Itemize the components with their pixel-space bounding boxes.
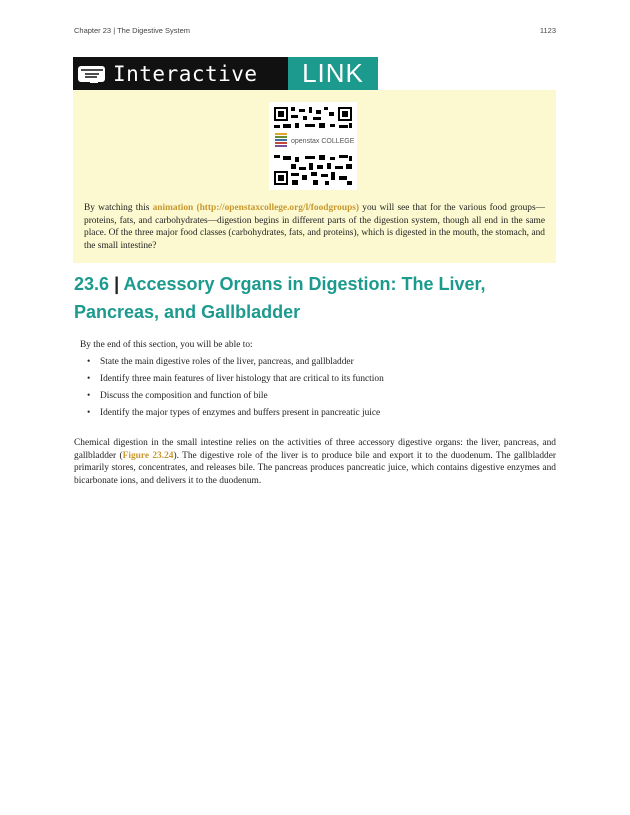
qr-caption: openstax COLLEGE (291, 138, 355, 145)
animation-link[interactable]: animation (http://openstaxcollege.org/l/foodgroups) (152, 203, 360, 213)
objective-text: State the main digestive roles of the liver, pancreas, and gallbladder (100, 357, 354, 367)
qr-code-image[interactable] (269, 102, 357, 190)
section-heading (74, 270, 544, 326)
objective-text: Discuss the composition and function of bile (100, 391, 268, 401)
body-paragraph (74, 437, 556, 487)
bullet-icon: • (87, 391, 91, 401)
bullet-icon: • (87, 408, 91, 418)
interactive-link-box (73, 90, 556, 263)
link-text-before: By watching this (84, 203, 153, 213)
figure-reference-link[interactable]: Figure 23.24 (122, 450, 174, 461)
objective-item (84, 372, 384, 389)
interactive-link-text (84, 202, 545, 252)
section-title: Accessory Organs in Digestion: The Liver, Pancreas, and Gallbladder (74, 274, 486, 322)
pointing-hand-icon (77, 63, 107, 85)
objective-item (84, 355, 384, 372)
section-separator: | (114, 274, 120, 294)
objective-text: Identify the major types of enzymes and buffers present in pancreatic juice (100, 408, 381, 418)
body-text-after: ). The digestive role of the liver is to produce bile and export it to the duodenum. The gallbladder primarily stores, concentrates, and releases bile. The pancreas produces pancreatic juice, which contains digestive enzymes and bicarbonate ions, and delivers it to the duodenum. (74, 450, 557, 486)
objective-text: Identify three main features of liver histology that are critical to its function (100, 374, 384, 384)
objective-item (84, 406, 384, 423)
banner-accent-section (288, 57, 378, 90)
learning-objectives-list (84, 355, 384, 423)
section-number: 23.6 (74, 274, 110, 294)
page-number: 1123 (539, 26, 556, 35)
body-text-before: Chemical digestion in the small intestine relies on the activities of three accessory digestive organs: the liver, pancreas, and gallbladder ( (74, 438, 556, 461)
banner-dark-section (73, 57, 288, 90)
link-text-after: you will see that for the various food groups—proteins, fats, and carbohydrates—digestion begins in different parts of the digestion system, though all end in the same place. Of the three major food classes (carbohydrates, fats, and proteins), which is digested in the mouth, the stomach, and the small intestine? (84, 203, 545, 251)
interactive-link-banner (73, 57, 378, 90)
bullet-icon: • (87, 374, 91, 384)
objective-item (84, 389, 384, 406)
objectives-intro: By the end of this section, you will be able to: (80, 340, 253, 350)
chapter-title: Chapter 23 | The Digestive System (74, 26, 191, 35)
banner-label-interactive: Interactive (113, 61, 258, 86)
banner-label-link: LINK (302, 58, 364, 88)
bullet-icon: • (87, 357, 91, 367)
